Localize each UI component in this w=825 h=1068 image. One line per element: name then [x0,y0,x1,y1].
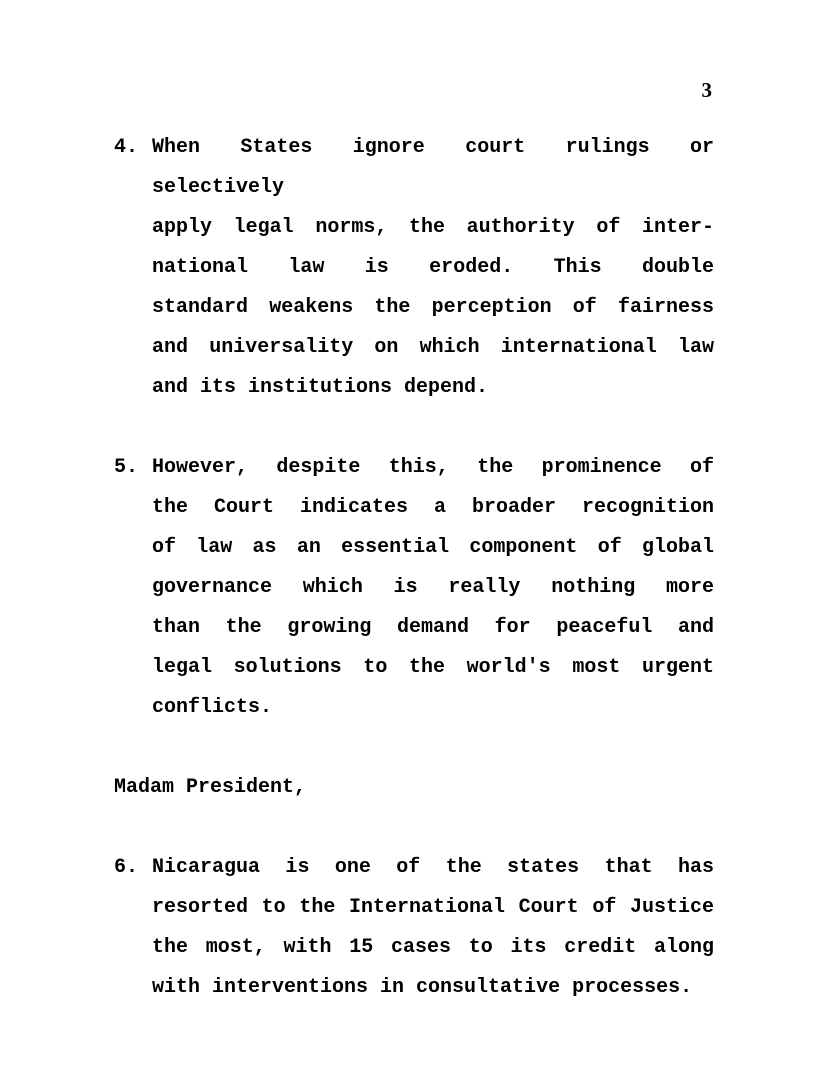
text-line: the most, with 15 cases to its credit along [152,936,714,959]
text-line: than the growing demand for peaceful and [152,616,714,639]
text-line: and its institutions depend. [152,376,489,399]
text-line: standard weakens the perception of fairness [152,296,714,319]
paragraph-number: 4. [114,136,139,159]
text-line: with interventions in consultative processes. [152,976,693,999]
text-line: resorted to the International Court of Justice [152,896,714,919]
paragraph-text [152,848,714,1008]
text-line: national law is eroded. This double [152,256,714,279]
page-number: 3 [701,78,712,102]
text-line: Nicaragua is one of the states that has [152,856,714,879]
text-line: conflicts. [152,696,273,719]
text-line: governance which is really nothing more [152,576,714,599]
paragraph-6 [114,848,714,1008]
paragraph-text [152,128,714,408]
paragraph-number: 5. [114,456,139,479]
text-line: apply legal norms, the authority of inter- [152,216,714,239]
salutation: Madam President, [114,776,307,799]
text-line: However, despite this, the prominence of [152,456,714,479]
paragraph-number: 6. [114,856,139,879]
text-line: legal solutions to the world's most urgent [152,656,714,679]
text-line: of law as an essential component of global [152,536,714,559]
paragraph-5 [114,448,714,728]
paragraph-4 [114,128,714,408]
text-line: and universality on which international law [152,336,714,359]
text-line: When States ignore court rulings or selectively [152,136,714,199]
text-line: the Court indicates a broader recognition [152,496,714,519]
paragraph-text [152,448,714,728]
document-body [114,128,714,1048]
